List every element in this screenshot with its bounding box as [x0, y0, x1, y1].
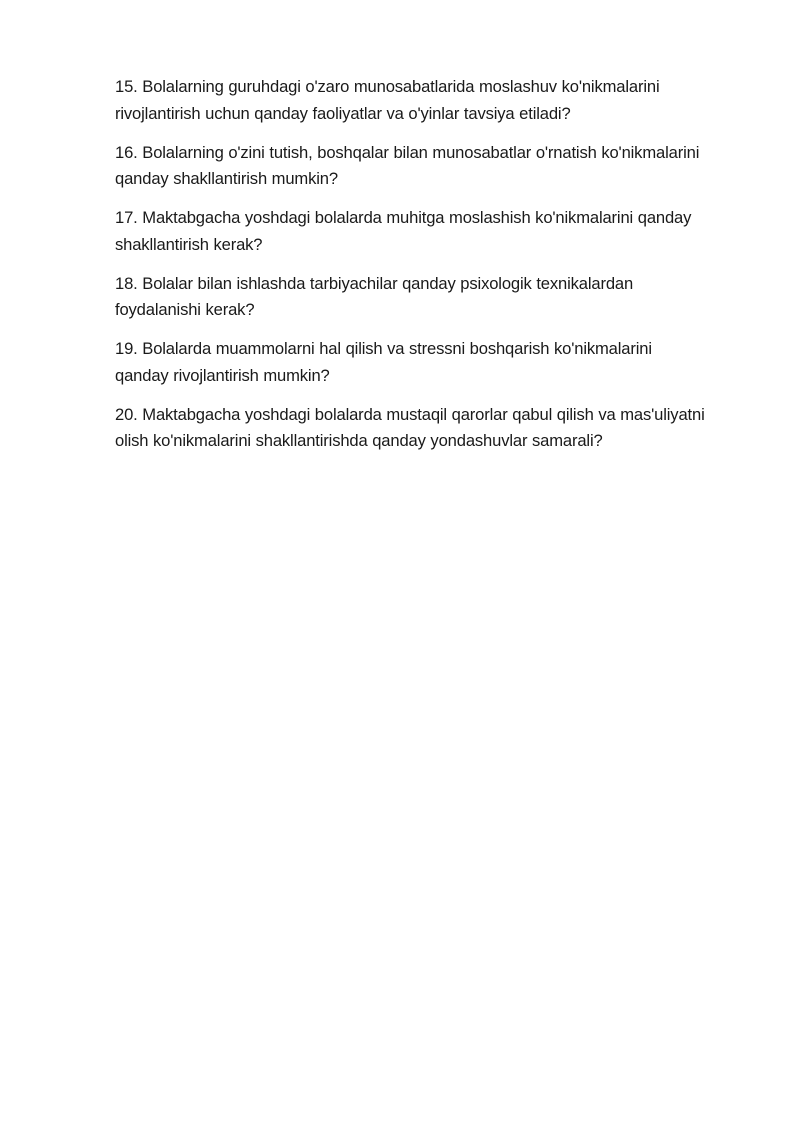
question-16-line-1: 16. Bolalarning o'zini tutish, boshqalar bilan munosabatlar o'rnatish ko'nikmalarini — [115, 142, 700, 162]
question-16 — [115, 140, 760, 193]
question-18-line-2: foydalanishi kerak? — [115, 300, 255, 319]
question-15-line-1: 15. Bolalarning guruhdagi o'zaro munosabatlarida moslashuv ko'nikmalarini — [115, 77, 660, 96]
question-20 — [115, 402, 760, 455]
question-20-line-2: olish ko'nikmalarini shakllantirishda qanday yondashuvlar samarali? — [115, 431, 603, 450]
question-19-line-1: 19. Bolalarda muammolarni hal qilish va stressni boshqarish ko'nikmalarini — [115, 339, 652, 358]
question-15-line-2: rivojlantirish uchun qanday faoliyatlar va o'yinlar tavsiya etiladi? — [115, 103, 571, 123]
question-20-line-1: 20. Maktabgacha yoshdagi bolalarda mustaqil qarorlar qabul qilish va mas'uliyatni — [115, 404, 705, 424]
question-19-line-2: qanday rivojlantirish mumkin? — [115, 365, 330, 385]
question-17-line-2: shakllantirish kerak? — [115, 234, 263, 254]
question-15 — [115, 74, 760, 127]
question-18-line-1: 18. Bolalar bilan ishlashda tarbiyachilar qanday psixologik texnikalardan — [115, 273, 634, 293]
question-list — [115, 74, 760, 467]
question-19 — [115, 336, 760, 389]
question-17-line-1: 17. Maktabgacha yoshdagi bolalarda muhitga moslashish ko'nikmalarini qanday — [115, 208, 692, 227]
question-17 — [115, 205, 760, 258]
question-16-line-2: qanday shakllantirish mumkin? — [115, 169, 338, 188]
question-18 — [115, 271, 760, 324]
